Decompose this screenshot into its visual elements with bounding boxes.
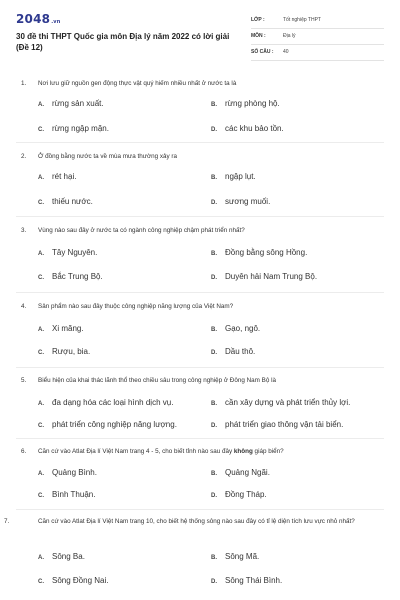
option-text: Tây Nguyên. [52, 248, 98, 257]
option-d[interactable] [211, 124, 381, 133]
question-text [21, 79, 381, 89]
option-text: sương muối. [225, 197, 271, 206]
option-letter: C. [38, 275, 44, 281]
option-text: các khu bảo tồn. [225, 124, 284, 133]
question-stem-start: Căn cứ vào Atlat Địa lí Việt Nam trang 4 - 5, cho biết tỉnh nào sau đây [38, 448, 234, 455]
option-letter: B. [211, 327, 217, 333]
option-text: Quảng Bình. [52, 468, 97, 477]
question-divider [16, 438, 384, 439]
option-text: Bình Thuận. [52, 490, 96, 499]
option-d[interactable] [211, 197, 381, 206]
option-c[interactable] [38, 347, 208, 356]
option-b[interactable] [211, 468, 381, 477]
option-text: Sông Đồng Nai. [52, 576, 109, 585]
option-letter: B. [211, 102, 217, 108]
question-number: 1. [21, 80, 27, 87]
question-stem: Biểu hiện của khai thác lãnh thổ theo chiều sâu trong công nghiệp ở Đông Nam Bộ là [38, 377, 276, 384]
option-letter: A. [38, 102, 44, 108]
option-a[interactable] [38, 398, 208, 407]
option-d[interactable] [211, 490, 381, 499]
question-stem: Ở đồng bằng nước ta về mùa mưa thường xảy ra [38, 153, 178, 160]
option-c[interactable] [38, 576, 208, 585]
option-text: rừng ngập mặn. [52, 124, 109, 133]
question-divider [16, 509, 384, 510]
option-text: ngập lụt. [225, 172, 256, 181]
question-number: 3. [21, 227, 27, 234]
exam-info-panel [251, 15, 384, 63]
option-d[interactable] [211, 420, 381, 429]
option-text: Rượu, bia. [52, 347, 91, 356]
info-label: MÔN : [251, 33, 266, 39]
info-value: Tốt nghiệp THPT [283, 17, 321, 23]
option-text: cần xây dựng và phát triển thủy lợi. [225, 398, 351, 407]
question-divider [16, 292, 384, 293]
question-divider [16, 216, 384, 217]
option-a[interactable] [38, 324, 208, 333]
option-letter: D. [211, 423, 217, 429]
info-label: SỐ CÂU : [251, 49, 274, 55]
option-letter: A. [38, 251, 44, 257]
page-header [0, 0, 400, 66]
option-text: rét hại. [52, 172, 77, 181]
info-row-subject [251, 31, 384, 45]
question-number: 5. [21, 377, 27, 384]
option-text: đa dạng hóa các loại hình dịch vụ. [52, 398, 174, 407]
option-letter: C. [38, 579, 44, 585]
question-text [21, 376, 381, 386]
question-stem-emphasis: không [233, 448, 253, 455]
logo-suffix: .vn [51, 19, 61, 25]
option-letter: B. [211, 401, 217, 407]
option-b[interactable] [211, 552, 381, 561]
option-b[interactable] [211, 172, 381, 181]
question-text [4, 517, 381, 527]
question-stem: Vùng nào sau đây ở nước ta có ngành công nghiệp chậm phát triển nhất? [38, 227, 245, 234]
option-c[interactable] [38, 490, 208, 499]
option-a[interactable] [38, 248, 208, 257]
option-b[interactable] [211, 248, 381, 257]
option-letter: D. [211, 493, 217, 499]
option-text: phát triển công nghiệp năng lượng. [52, 420, 177, 429]
option-c[interactable] [38, 124, 208, 133]
option-text: phát triển giao thông vận tải biển. [225, 420, 344, 429]
info-value: Địa lý [283, 33, 296, 39]
page-title: 30 đề thi THPT Quốc gia môn Địa lý năm 2022 có lời giải (Đề 12) [16, 32, 230, 52]
site-logo[interactable] [16, 12, 61, 26]
option-letter: D. [211, 200, 217, 206]
option-text: Dầu thô. [225, 347, 256, 356]
option-letter: C. [38, 200, 44, 206]
option-a[interactable] [38, 172, 208, 181]
question-text [21, 302, 381, 312]
option-text: Xi măng. [52, 324, 84, 333]
option-letter: D. [211, 127, 217, 133]
question-divider [16, 367, 384, 368]
option-text: Gạo, ngô. [225, 324, 261, 333]
option-c[interactable] [38, 272, 208, 281]
question-number: 2. [21, 153, 27, 160]
question-text [21, 152, 381, 162]
logo-text: 2048 [16, 12, 51, 26]
option-a[interactable] [38, 468, 208, 477]
option-letter: C. [38, 350, 44, 356]
option-c[interactable] [38, 420, 208, 429]
option-letter: A. [38, 327, 44, 333]
info-label: LỚP : [251, 17, 265, 23]
option-letter: D. [211, 275, 217, 281]
option-letter: C. [38, 127, 44, 133]
info-row-class [251, 15, 384, 29]
question-divider [16, 142, 384, 143]
option-letter: C. [38, 423, 44, 429]
option-text: rừng phòng hộ. [225, 99, 280, 108]
option-d[interactable] [211, 347, 381, 356]
option-letter: A. [38, 401, 44, 407]
option-text: Đồng Tháp. [225, 490, 267, 499]
option-letter: A. [38, 175, 44, 181]
question-stem: Sản phẩm nào sau đây thuộc công nghiệp năng lượng của Việt Nam? [38, 303, 234, 310]
option-b[interactable] [211, 99, 381, 108]
option-text: Sông Ba. [52, 552, 85, 561]
option-letter: B. [211, 555, 217, 561]
option-a[interactable] [38, 99, 208, 108]
option-letter: D. [211, 579, 217, 585]
option-text: Bắc Trung Bộ. [52, 272, 103, 281]
question-number: 6. [21, 448, 27, 455]
option-a[interactable] [38, 552, 208, 561]
question-stem: Nơi lưu giữ nguồn gen động thực vật quý hiếm nhiều nhất ở nước ta là [38, 80, 237, 87]
option-letter: B. [211, 471, 217, 477]
info-value: 40 [283, 49, 289, 55]
option-c[interactable] [38, 197, 208, 206]
question-text [21, 447, 381, 457]
question-stem: Căn cứ vào Atlat Địa lí Việt Nam trang 10, cho biết hệ thống sông nào sau đây có tỉ lệ diện tích lưu vực nhỏ nhất? [38, 518, 355, 525]
option-text: Sông Mã. [225, 552, 260, 561]
option-b[interactable] [211, 398, 381, 407]
option-letter: A. [38, 555, 44, 561]
option-letter: C. [38, 493, 44, 499]
option-text: Đồng bằng sông Hồng. [225, 248, 308, 257]
option-text: Quảng Ngãi. [225, 468, 270, 477]
question-number: 7. [4, 518, 10, 525]
option-text: thiếu nước. [52, 197, 93, 206]
question-number: 4. [21, 303, 27, 310]
option-letter: B. [211, 175, 217, 181]
option-b[interactable] [211, 324, 381, 333]
option-letter: B. [211, 251, 217, 257]
option-d[interactable] [211, 272, 381, 281]
option-text: Sông Thái Bình. [225, 576, 283, 585]
option-letter: A. [38, 471, 44, 477]
option-letter: D. [211, 350, 217, 356]
option-text: rừng sản xuất. [52, 99, 104, 108]
option-text: Duyên hải Nam Trung Bộ. [225, 272, 318, 281]
info-row-count [251, 47, 384, 61]
question-stem-end: giáp biển? [252, 448, 284, 455]
question-text [21, 226, 381, 236]
option-d[interactable] [211, 576, 381, 585]
